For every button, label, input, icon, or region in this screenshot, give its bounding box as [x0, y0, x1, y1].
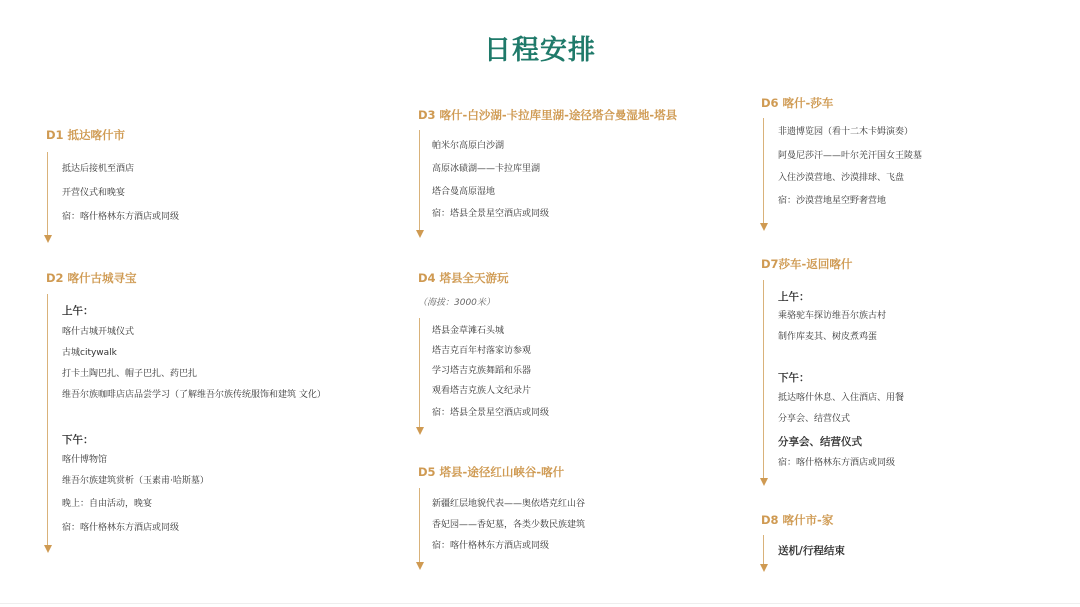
list-item: 宿：喀什格林东方酒店或同级 — [432, 541, 550, 551]
arrow-down-icon — [44, 545, 52, 553]
timeline-line — [763, 280, 764, 479]
arrow-down-icon — [416, 427, 424, 435]
list-item: 喀什博物馆 — [62, 455, 108, 465]
page-title: 日程安排 — [484, 35, 596, 66]
arrow-down-icon — [44, 235, 52, 243]
divider — [0, 603, 1080, 604]
afternoon-label: 下午： — [778, 372, 810, 384]
list-item: 古城citywalk — [62, 348, 117, 358]
list-item: 宿：喀什格林东方酒店或同级 — [62, 212, 180, 222]
list-item: 维吾尔族咖啡店店品尝学习（了解维吾尔族传统服饰和建筑 文化） — [62, 390, 326, 400]
list-item: 塔县金草滩石头城 — [432, 326, 505, 336]
highlight-text: 分享会、结营仪式 — [778, 436, 862, 448]
list-item: 新疆红层地貌代表——奥依塔克红山谷 — [432, 499, 586, 509]
list-item: 观看塔吉克族人文纪录片 — [432, 386, 532, 396]
day-5-title: D5 塔县-途径红山峡谷-喀什 — [418, 465, 565, 479]
list-item: 喀什古城开城仪式 — [62, 327, 135, 337]
arrow-down-icon — [760, 223, 768, 231]
list-item: 入住沙漠营地、沙漠排球、飞盘 — [778, 173, 905, 183]
arrow-down-icon — [416, 562, 424, 570]
day-6-title: D6 喀什-莎车 — [761, 96, 834, 110]
list-item: 非遗博览园（看十二木卡姆演奏） — [778, 127, 914, 137]
list-item: 帕米尔高原白沙湖 — [432, 141, 505, 151]
list-item: 塔吉克百年村落家访参观 — [432, 346, 532, 356]
timeline-line — [763, 535, 764, 565]
arrow-down-icon — [760, 564, 768, 572]
altitude-note: （海拔：3000米） — [418, 298, 495, 308]
list-item: 抵达喀什休息、入住酒店、用餐 — [778, 393, 905, 403]
timeline-line — [419, 318, 420, 428]
day-7-title: D7莎车-返回喀什 — [761, 257, 853, 271]
list-item: 宿：塔县全景星空酒店或同级 — [432, 408, 550, 418]
list-item: 宿：塔县全景星空酒店或同级 — [432, 209, 550, 219]
timeline-line — [47, 152, 48, 236]
list-item: 宿：喀什格林东方酒店或同级 — [62, 523, 180, 533]
timeline-line — [763, 118, 764, 224]
list-item: 高原冰碛湖——卡拉库里湖 — [432, 164, 541, 174]
timeline-line — [419, 130, 420, 231]
arrow-down-icon — [760, 478, 768, 486]
list-item: 开营仪式和晚宴 — [62, 188, 126, 198]
list-item: 乘骆驼车探访维吾尔族古村 — [778, 311, 887, 321]
afternoon-label: 下午： — [62, 434, 94, 446]
timeline-line — [419, 488, 420, 563]
list-item: 宿：沙漠营地星空野奢营地 — [778, 196, 887, 206]
timeline-line — [47, 294, 48, 546]
list-item: 学习塔吉克族舞蹈和乐器 — [432, 366, 532, 376]
list-item: 阿曼尼莎汗——叶尔羌汗国女王陵墓 — [778, 151, 923, 161]
day-3-title: D3 喀什-白沙湖-卡拉库里湖-途径塔合曼湿地-塔县 — [418, 108, 678, 122]
list-item: 抵达后接机至酒店 — [62, 164, 135, 174]
day-1-title: D1 抵达喀什市 — [46, 128, 126, 142]
morning-label: 上午： — [62, 305, 94, 317]
list-item: 打卡土陶巴扎、帽子巴扎、药巴扎 — [62, 369, 198, 379]
list-item: 分享会、结营仪式 — [778, 414, 851, 424]
list-item: 维吾尔族建筑赏析（玉素甫·哈斯墓） — [62, 476, 209, 486]
day-2-title: D2 喀什古城寻宝 — [46, 271, 137, 285]
list-item: 晚上：自由活动，晚宴 — [62, 499, 153, 509]
morning-label: 上午： — [778, 291, 810, 303]
day-8-title: D8 喀什市-家 — [761, 513, 834, 527]
list-item: 香妃园——香妃墓，各类少数民族建筑 — [432, 520, 586, 530]
day-4-title: D4 塔县全天游玩 — [418, 271, 509, 285]
highlight-text: 送机/行程结束 — [778, 545, 845, 557]
list-item: 塔合曼高原湿地 — [432, 187, 496, 197]
arrow-down-icon — [416, 230, 424, 238]
list-item: 制作库麦其、树皮煮鸡蛋 — [778, 332, 878, 342]
list-item: 宿：喀什格林东方酒店或同级 — [778, 458, 896, 468]
